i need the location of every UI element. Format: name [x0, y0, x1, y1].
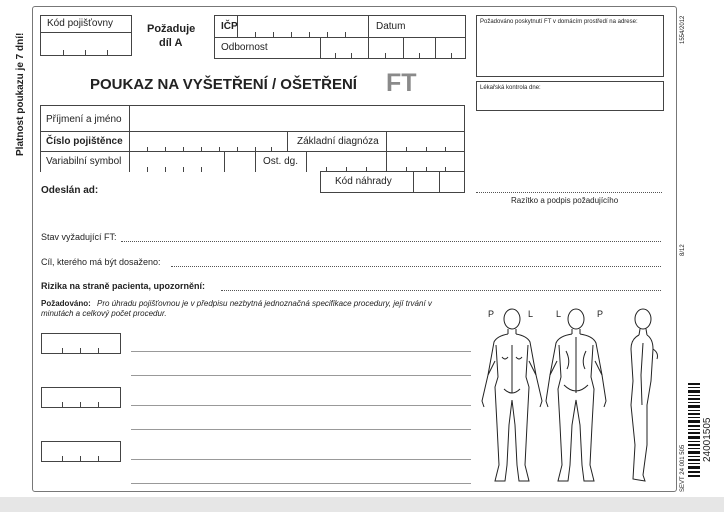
form-code-bottom: SEVT 24 001 505	[680, 444, 686, 492]
procedure-line-3a[interactable]	[131, 459, 471, 460]
insurer-code-label: Kód pojišťovny	[47, 18, 114, 29]
patient-grid	[40, 105, 464, 193]
icp-date-grid	[214, 15, 466, 59]
patient-name-field[interactable]	[40, 105, 465, 133]
procedure-line-2a[interactable]	[131, 405, 471, 406]
form-type-ft: FT	[386, 69, 417, 97]
side-figure	[631, 309, 658, 481]
goal-input-line[interactable]	[171, 266, 661, 267]
form-code-mid: 8/12	[680, 244, 686, 256]
front-figure	[482, 309, 542, 481]
barcode	[688, 383, 700, 478]
insurance-number-label: Číslo pojištěnce	[46, 136, 123, 147]
form-code-top: 1554/2012	[680, 15, 686, 44]
goal-label: Cíl, kterého má být dosaženo:	[41, 257, 161, 267]
state-label: Stav vyžadující FT:	[41, 232, 117, 242]
requested-note	[41, 299, 466, 319]
compensation-code-label: Kód náhrady	[335, 176, 392, 187]
form-frame	[32, 6, 677, 492]
diagnosis-label: Základní diagnóza	[297, 136, 379, 147]
figure-label-back-left: L	[556, 309, 562, 319]
validity-note: Platnost poukazu je 7 dní!	[15, 32, 26, 156]
form-title: POUKAZ NA VYŠETŘENÍ / OŠETŘENÍ	[90, 76, 357, 93]
date-label: Datum	[376, 21, 406, 32]
requester-part-label: díl A	[159, 37, 183, 49]
barcode-number: 24001505	[702, 417, 713, 462]
procedure-code-3[interactable]	[41, 441, 121, 462]
patient-name-label: Příjmení a jméno	[46, 114, 122, 125]
requester-label: Požaduje	[147, 23, 196, 35]
specialty-label: Odbornost	[221, 42, 268, 53]
other-dg-label: Ost. dg.	[263, 156, 299, 167]
compensation-code-field[interactable]	[320, 171, 465, 193]
procedure-line-1a[interactable]	[131, 351, 471, 352]
procedure-code-2[interactable]	[41, 387, 121, 408]
insurance-number-row[interactable]	[40, 131, 465, 153]
body-diagram	[471, 305, 673, 487]
state-input-line[interactable]	[121, 241, 661, 242]
barcode-graphic	[688, 383, 700, 478]
medical-check-label: Lékařská kontrola dne:	[480, 85, 541, 91]
bottom-strip	[0, 497, 724, 512]
risks-label: Rizika na straně pacienta, upozornění:	[41, 281, 206, 291]
figure-label-front-left: L	[528, 309, 534, 319]
figure-label-back-right: P	[597, 309, 604, 319]
procedure-code-1[interactable]	[41, 333, 121, 354]
sent-to-label: Odeslán ad:	[41, 185, 99, 196]
medical-check-box[interactable]	[476, 81, 664, 111]
icp-label: IČP	[221, 21, 238, 32]
requested-text: Pro úhradu pojišťovnou je v předpisu nezbytná jednoznačná specifikace procedury, její trvání v minutách a celkový počet procedur.	[41, 299, 432, 318]
home-care-address-box[interactable]	[476, 15, 664, 77]
variable-symbol-row[interactable]	[40, 151, 465, 172]
procedure-line-2b[interactable]	[131, 429, 471, 430]
procedure-line-1b[interactable]	[131, 375, 471, 376]
stamp-signature-label: Razítko a podpis požadujícího	[511, 196, 619, 205]
insurer-code-input[interactable]	[40, 32, 132, 56]
requested-label: Požadováno:	[41, 299, 91, 308]
procedure-line-3b[interactable]	[131, 483, 471, 484]
risks-input-line[interactable]	[221, 290, 661, 291]
home-care-label: Požadováno poskytnutí FT v domácím prostředí na adrese:	[480, 19, 638, 25]
back-figure	[546, 309, 606, 481]
variable-symbol-label: Variabilní symbol	[46, 156, 122, 167]
figure-label-front-right: P	[488, 309, 495, 319]
